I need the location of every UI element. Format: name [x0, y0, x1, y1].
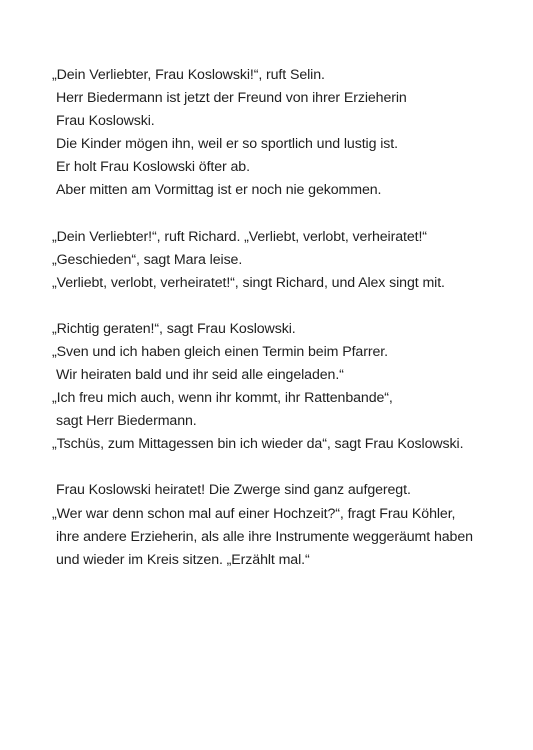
paragraph-2 [52, 226, 502, 295]
text-line: „Verliebt, verlobt, verheiratet!“, singt Richard, und Alex singt mit. [52, 274, 445, 291]
text-line: Herr Biedermann ist jetzt der Freund von ihrer Erzieherin [56, 90, 407, 107]
text-line: sagt Herr Biedermann. [56, 413, 197, 430]
text-line: „Wer war denn schon mal auf einer Hochzeit?“, fragt Frau Köhler, [52, 505, 456, 522]
text-line: „Dein Verliebter!“, ruft Richard. „Verliebt, verlobt, verheiratet!“ [52, 228, 427, 245]
text-line: Frau Koslowski heiratet! Die Zwerge sind ganz aufgeregt. [56, 482, 411, 499]
text-line: „Richtig geraten!“, sagt Frau Koslowski. [52, 320, 296, 337]
text-line: „Geschieden“, sagt Mara leise. [52, 251, 243, 268]
text-line: und wieder im Kreis sitzen. „Erzählt mal.“ [56, 551, 310, 568]
paragraph-3 [52, 318, 502, 457]
text-line: Aber mitten am Vormittag ist er noch nie gekommen. [56, 182, 382, 199]
text-line: ihre andere Erzieherin, als alle ihre Instrumente weggeräumt haben [56, 528, 473, 545]
text-line: „Sven und ich haben gleich einen Termin beim Pfarrer. [52, 343, 388, 360]
text-line: Die Kinder mögen ihn, weil er so sportlich und lustig ist. [56, 136, 398, 153]
text-line: „Tschüs, zum Mittagessen bin ich wieder da“, sagt Frau Koslowski. [52, 436, 464, 453]
story-text [52, 64, 502, 595]
paragraph-4 [52, 479, 502, 571]
text-line: „Dein Verliebter, Frau Koslowski!“, ruft Selin. [52, 67, 325, 83]
paragraph-1 [52, 64, 502, 203]
text-line: Wir heiraten bald und ihr seid alle eingeladen.“ [56, 367, 344, 384]
text-line: Frau Koslowski. [56, 113, 155, 130]
text-line: Er holt Frau Koslowski öfter ab. [56, 159, 250, 176]
text-line: „Ich freu mich auch, wenn ihr kommt, ihr Rattenbande“, [52, 390, 393, 407]
